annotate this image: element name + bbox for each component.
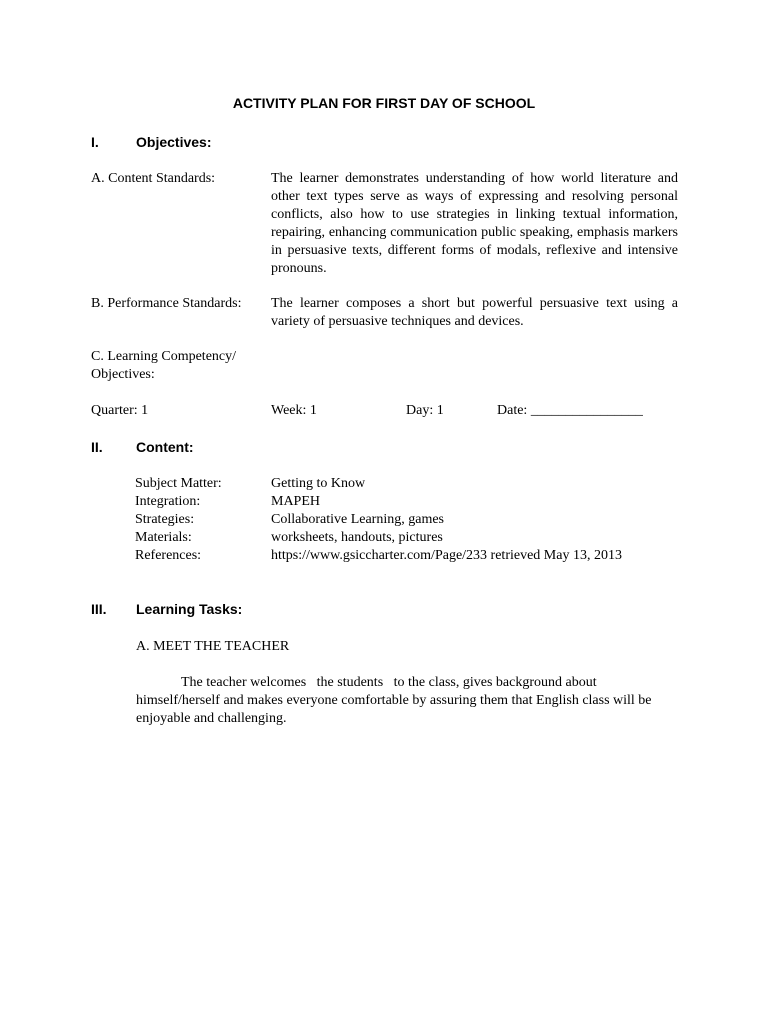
section-objectives-heading xyxy=(91,133,211,151)
content-row-label: Integration: xyxy=(135,494,201,509)
content-row-label: Subject Matter: xyxy=(135,476,222,491)
date-field: Date: ________________ xyxy=(497,403,643,418)
content-row-value: Collaborative Learning, games xyxy=(271,512,444,527)
section-content-heading xyxy=(91,438,194,456)
content-standards-text: The learner demonstrates understanding of how world literature and other text types serve as ways of expressing and resolving personal conflicts, also how to use strategies in linking textual information, repairing, enhancing communication public speaking, emphasis markers in persuasive texts, different forms of modals, reflexive and intensive pronouns. xyxy=(271,171,678,276)
performance-standards-text: The learner composes a short but powerful persuasive text using a variety of persuasive techniques and devices. xyxy=(271,296,678,329)
content-row-value: Getting to Know xyxy=(271,476,366,491)
document-title: ACTIVITY PLAN FOR FIRST DAY OF SCHOOL xyxy=(232,95,536,111)
section-learning-tasks-heading xyxy=(91,600,242,618)
quarter-field: Quarter: 1 xyxy=(91,403,149,418)
content-standards-label: A. Content Standards: xyxy=(91,171,216,186)
content-row-value: MAPEH xyxy=(271,494,321,509)
section-number: II. xyxy=(91,439,103,455)
section-title: Content: xyxy=(136,439,194,455)
content-row-value: https://www.gsiccharter.com/Page/233 retrieved May 13, 2013 xyxy=(271,548,622,563)
section-number: III. xyxy=(91,601,107,617)
section-title: Learning Tasks: xyxy=(136,601,243,617)
performance-standards-label: B. Performance Standards: xyxy=(91,296,242,311)
learning-competency-label xyxy=(91,348,236,384)
section-number: I. xyxy=(91,134,99,150)
meet-the-teacher-subheading: A. MEET THE TEACHER xyxy=(136,639,290,654)
meet-the-teacher-paragraph: The teacher welcomes the students to the class, gives background about himself/herself and makes everyone comfortable by assuring them that English class will be enjoyable and challenging. xyxy=(136,675,656,726)
section-title: Objectives: xyxy=(136,134,212,150)
content-row-label: Materials: xyxy=(135,530,192,545)
week-field: Week: 1 xyxy=(271,403,317,418)
day-field: Day: 1 xyxy=(406,403,444,418)
learning-competency-label-line1: C. Learning Competency/ xyxy=(91,349,237,364)
learning-competency-label-line2: Objectives: xyxy=(91,367,155,382)
content-row-value: worksheets, handouts, pictures xyxy=(271,530,443,545)
content-row-label: Strategies: xyxy=(135,512,195,527)
content-row-label: References: xyxy=(135,548,202,563)
